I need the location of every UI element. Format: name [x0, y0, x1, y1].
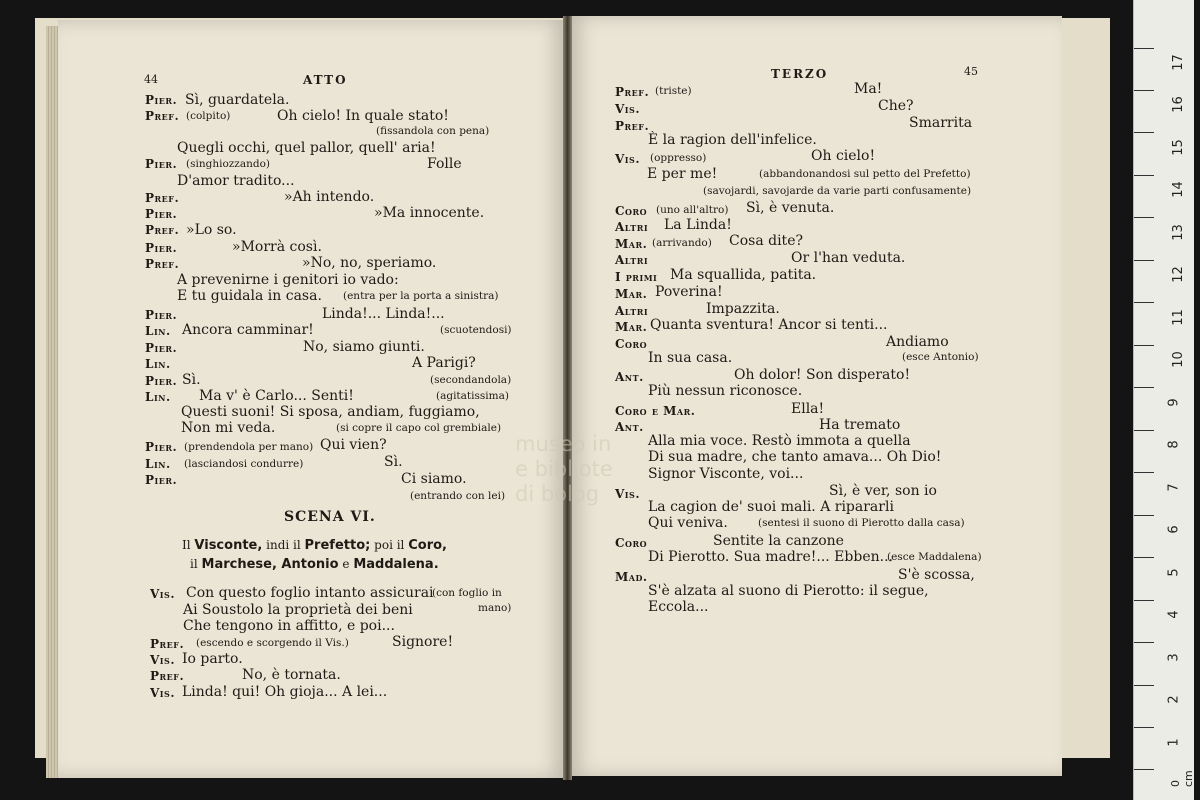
- museum-watermark: museo in e bibliote di bolog: [515, 432, 613, 506]
- right-page: TERZO 45 Pref. (triste) Ma! Vis. Che? Pref. Smarrita È la ragion dell'infelice. Vis. (oppresso) Oh cielo! E per me! (abbandonandosi sul petto del Prefetto) (savojardi, savojarde da varie parti confusamente) Coro (uno all'altro) Sì, è venuta. Altri La Linda! Mar. (arrivando) Cosa dite? Altri Or l'han veduta. I primi Ma squallida, patita. Mar. Poverina! Altri Impazzita. Mar. Quanta sventura! Ancor si tenti... Coro Andiamo In sua casa. (esce Antonio) Ant. Oh dolor! Son disperato! Più nessun riconosce. Coro e Mar. Ella! Ant. Ha tremato Alla mia voce. Restò immota a quella Di sua madre, che tanto amava... Oh Dio! Signor Visconte, voi... Vis. Sì, è ver, son io La cagion de' suoi mali. A ripararli Qui veniva. (sentesi il suono di Pierotto dalla casa) Coro Sentite la canzone Di Pierotto. Sua madre!... Ebben... (esce Maddalena) Mad. S'è scossa, S'è alzata al suono di Pierotto: il segue, Eccola...: [570, 16, 1062, 776]
- cast-line: il Marchese, Antonio e Maddalena.: [190, 557, 439, 572]
- page-number: 45: [964, 65, 978, 78]
- scene-title: SCENA VI.: [284, 509, 376, 525]
- running-head: ATTO: [303, 73, 348, 87]
- page-number: 44: [144, 73, 158, 86]
- left-page: 44 ATTO Pier. Sì, guardatela. Pref. (colpito) Oh cielo! In quale stato! (fissandola con pena) Quegli occhi, quel pallor, quell' aria! Pier. (singhiozzando) Folle D'amor tradito... Pref. »Ah intendo. Pier. »Ma innocente. Pref. »Lo so. Pier. »Morrà così. Pref. »No, no, speriamo. A prevenirne i genitori io vado: E tu guidala in casa. (entra per la porta a sinistra) Pier. Linda!... Linda!... Lin. Ancora camminar! (scuotendosi) Pier. No, siamo giunti. Lin. A Parigi? Pier. Sì. (secondandola) Lin. Ma v' è Carlo... Senti! (agitatissima) Questi suoni! Si sposa, andiam, fuggiamo, Non mi veda. (si copre il capo col grembiale) Pier. (prendendola per mano) Qui vien? Lin. (lasciandosi condurre) Sì. Pier. Ci siamo. (entrando con lei) SCENA VI. Il Visconte, indi il Prefetto; poi il Coro, il Marchese, Antonio e Maddalena. Vis. Con questo foglio intanto assicurai (con foglio in Ai Soustolo la proprietà dei beni mano) Che tengono in affitto, e poi... Pref. (escendo e scorgendo il Vis.) Signore! Vis. Io parto. Pref. No, è tornata. Vis. Linda! qui! Oh gioja... A lei...: [58, 20, 565, 778]
- measurement-ruler: 1 2 3 4 5 6 7 8 9 10 11 12 13 14 15 16 17 0 cm: [1133, 0, 1194, 800]
- book-gutter: [563, 16, 572, 780]
- ruler-unit-label: 0 cm: [1169, 770, 1195, 787]
- cast-line: Il Visconte, indi il Prefetto; poi il Coro,: [182, 538, 447, 553]
- running-head: TERZO: [771, 67, 829, 81]
